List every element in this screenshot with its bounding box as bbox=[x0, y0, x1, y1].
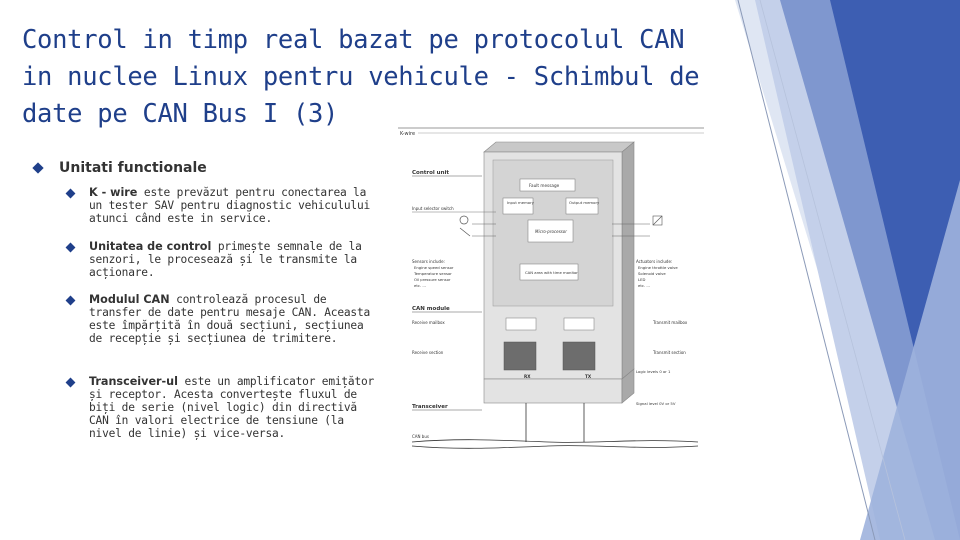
label-logic-levels: Logic levels 0 or 1 bbox=[636, 369, 671, 374]
bullet-term: Modulul CAN bbox=[89, 293, 170, 306]
section-heading bbox=[34, 160, 207, 176]
label-transmit-mailbox: Transmit mailbox bbox=[653, 320, 688, 325]
label-signal-level: Signal level 0V or 5V bbox=[636, 401, 676, 406]
label-control-unit: Control unit bbox=[412, 170, 449, 176]
label-tx: TX bbox=[585, 374, 592, 379]
label-actuator: Solenoid valve bbox=[638, 271, 666, 276]
label-kwire: K-wire bbox=[400, 131, 416, 137]
can-architecture-diagram bbox=[398, 124, 704, 450]
bullet-term: K - wire bbox=[89, 186, 138, 199]
bullet-body: primește semnale de la senzori, le procesează și le transmite la acționare. bbox=[89, 240, 362, 279]
bullet-body: este prevăzut pentru conectarea la un tester SAV pentru diagnostic vehiculului atunci când este in service. bbox=[89, 186, 371, 225]
bullet-text bbox=[89, 294, 381, 346]
label-input-selector: Input selector switch bbox=[412, 206, 454, 211]
bullet-text bbox=[89, 241, 381, 280]
label-transceiver: Transceiver bbox=[412, 404, 448, 410]
bullet-body: controlează procesul de transfer de date pentru mesaje CAN. Aceasta este împărțită în două secțiuni, secțiunea de recepție și secțiunea de trimitere. bbox=[89, 293, 371, 345]
label-output-memory: Output memory bbox=[569, 200, 600, 205]
label-input-memory: Input memory bbox=[507, 200, 534, 205]
label-sensor: Oil pressure sensor bbox=[414, 277, 451, 282]
bullet-text bbox=[89, 376, 381, 441]
label-receive-section: Receive section bbox=[412, 350, 444, 355]
label-sensor: Temperature sensor bbox=[414, 271, 452, 276]
bullet-body: este un amplificator emițător și receptor. Acesta convertește fluxul de biți de serie (nivel logic) din directivă CAN în valori electrice de tensiune (la nivel de linie) și vice-versa. bbox=[89, 375, 375, 440]
label-actuator: Engine throttle valve bbox=[638, 265, 678, 270]
label-sensor: Engine speed sensor bbox=[414, 265, 454, 270]
label-transmit-section: Transmit section bbox=[653, 350, 686, 355]
label-sensors-title: Sensors include: bbox=[412, 259, 445, 264]
diamond-bullet-icon bbox=[32, 162, 43, 173]
label-microprocessor: Micro-processor bbox=[535, 229, 567, 234]
bullet-text bbox=[89, 187, 381, 226]
bullet-term: Unitatea de control bbox=[89, 240, 212, 253]
label-can-bus: CAN bus bbox=[412, 434, 429, 439]
label-actuator: LED bbox=[638, 277, 646, 282]
label-can-module: CAN module bbox=[412, 306, 450, 312]
slide-title: Control in timp real bazat pe protocolul CAN in nuclee Linux pentru vehicule - Schimbul de date pe CAN Bus I (3) bbox=[22, 25, 700, 129]
label-fault-message: Fault message bbox=[529, 183, 560, 188]
label-can-area: CAN area with time monitor bbox=[525, 270, 578, 275]
label-actuator: etc. ... bbox=[638, 283, 650, 288]
bullet-term: Transceiver-ul bbox=[89, 375, 178, 388]
label-receive-mailbox: Receive mailbox bbox=[412, 320, 445, 325]
label-rx: RX bbox=[524, 374, 531, 379]
label-actuators-title: Actuators include: bbox=[636, 259, 673, 264]
section-label: Unitati functionale bbox=[59, 160, 207, 176]
label-sensor: etc. ... bbox=[414, 283, 426, 288]
